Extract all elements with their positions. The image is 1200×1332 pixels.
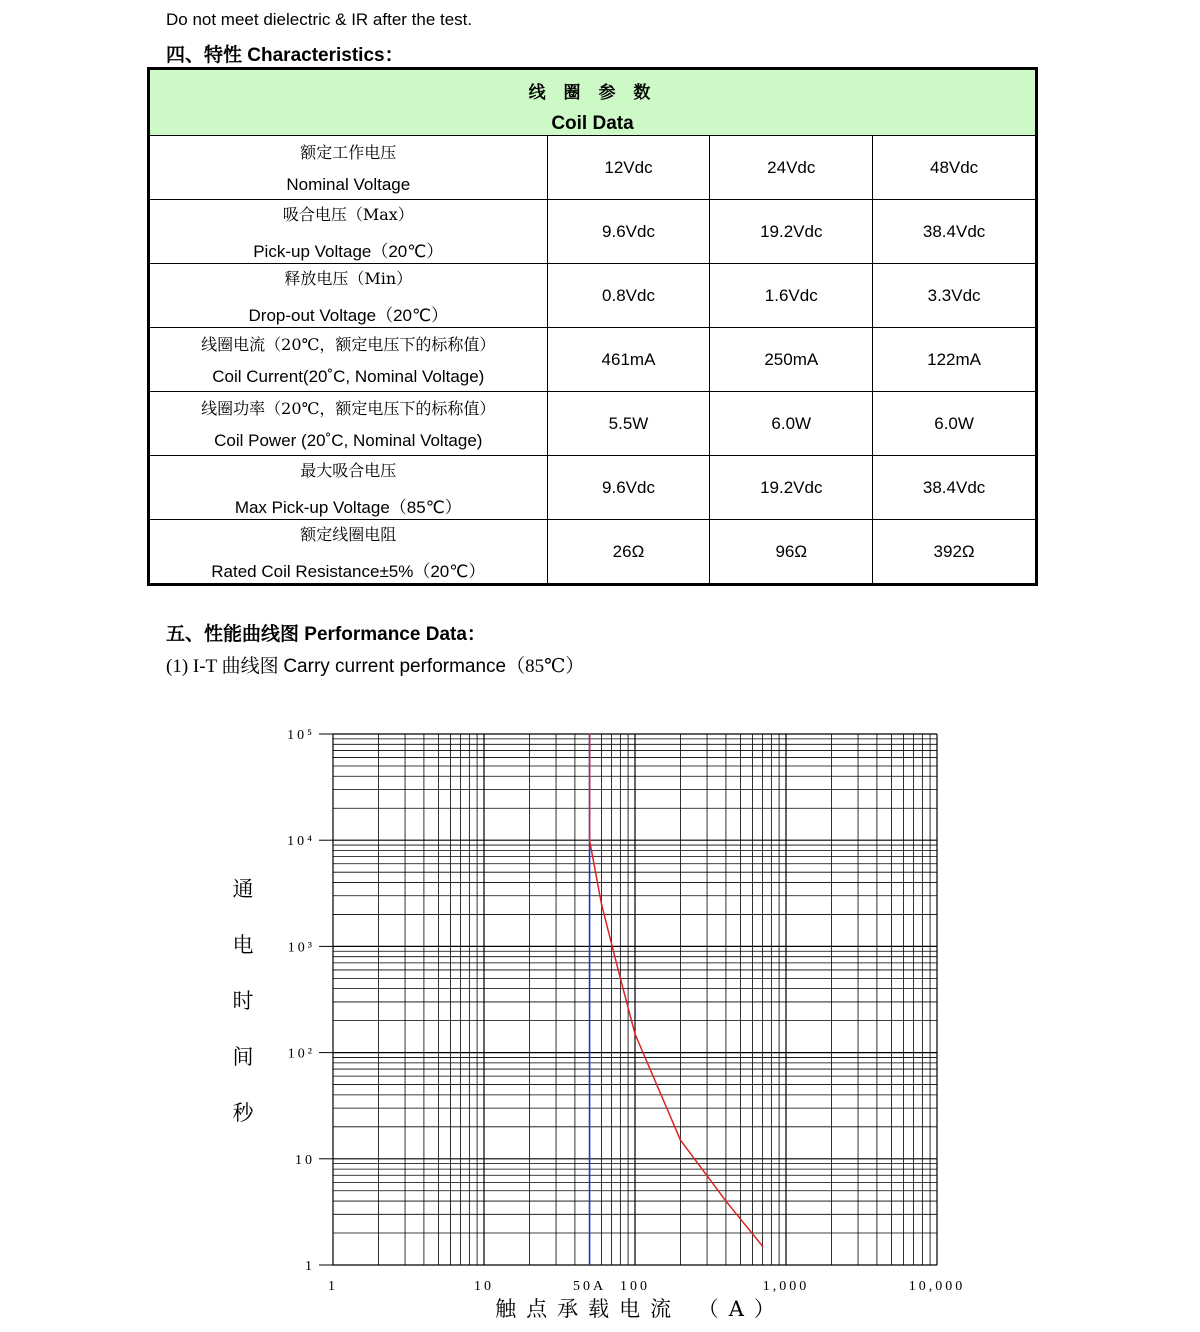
coil-table-row	[149, 456, 1037, 520]
characteristics-heading: 四、特性 Characteristics：	[166, 45, 404, 66]
coil-header-en: Coil Data	[551, 113, 634, 134]
row-value: 9.6Vdc	[547, 200, 710, 264]
x-tick-label: 10,000	[908, 1279, 966, 1294]
it-curve-chart	[0, 700, 1200, 1332]
row-label-en: Rated Coil Resistance±5%（20℃）	[211, 561, 486, 581]
row-value: 9.6Vdc	[547, 456, 710, 520]
chart-subtitle-prefix: (1) I-T 曲线图	[166, 656, 279, 677]
row-label-cn: 额定线圈电阻	[300, 524, 397, 544]
coil-table-row	[149, 136, 1037, 200]
y-tick-label: 1	[305, 1259, 315, 1274]
y-tick-label: 10³	[287, 940, 315, 956]
y-tick-label: 10	[295, 1152, 315, 1168]
x-tick-label: 1	[328, 1279, 338, 1294]
row-label-en: Coil Current(20˚C, Nominal Voltage)	[212, 367, 485, 386]
row-label-cn: 额定工作电压	[300, 143, 397, 162]
row-value: 26Ω	[547, 520, 710, 585]
test-note: Do not meet dielectric & IR after the test.	[166, 10, 473, 29]
series-point	[680, 1139, 682, 1141]
row-value: 250mA	[710, 328, 873, 392]
chart-subtitle	[166, 651, 584, 678]
coil-table-row	[149, 200, 1037, 264]
y-axis-label-char: 通	[232, 877, 254, 901]
row-label	[149, 520, 548, 585]
row-label-cn: 释放电压（Min）	[284, 268, 413, 288]
coil-table-row	[149, 392, 1037, 456]
row-label-cn: 线圈功率（20℃，额定电压下的标称值）	[201, 399, 496, 418]
y-axis-label-char: 间	[232, 1045, 254, 1069]
y-axis-label-char: 秒	[232, 1101, 254, 1125]
row-label	[149, 456, 548, 520]
row-value: 392Ω	[873, 520, 1037, 585]
x-axis-label: 触点承载电流 （A）	[495, 1297, 785, 1321]
series-point	[589, 839, 591, 841]
row-value: 24Vdc	[710, 136, 873, 200]
coil-table-row	[149, 520, 1037, 585]
series-point	[725, 1200, 727, 1202]
row-label-cn: 线圈电流（20℃，额定电压下的标称值）	[201, 335, 496, 354]
y-tick-label: 10²	[287, 1046, 315, 1062]
chart-grid	[333, 734, 937, 1265]
series-point	[634, 1033, 636, 1035]
row-value: 6.0W	[710, 392, 873, 456]
x-tick-label: 1,000	[762, 1279, 810, 1294]
row-value: 6.0W	[873, 392, 1037, 456]
row-label-cn: 吸合电压（Max）	[282, 204, 414, 224]
y-axis-label	[233, 877, 255, 1125]
row-value: 5.5W	[547, 392, 710, 456]
coil-table-header-cell	[149, 69, 1037, 136]
coil-header-cn: 线 圈 参 数	[528, 83, 657, 103]
coil-table-row	[149, 264, 1037, 328]
row-label	[149, 392, 548, 456]
coil-table-header	[149, 69, 1037, 136]
row-label	[149, 328, 548, 392]
row-value: 3.3Vdc	[873, 264, 1037, 328]
performance-heading: 五、性能曲线图 Performance Data：	[166, 624, 486, 645]
row-label	[149, 264, 548, 328]
chart-subtitle-en: Carry current performance	[283, 656, 507, 677]
x-axis-ticks	[328, 1279, 965, 1294]
series-point	[601, 903, 603, 905]
row-label-en: Coil Power (20˚C, Nominal Voltage)	[214, 431, 483, 450]
coil-data-table	[147, 67, 1038, 586]
row-label	[149, 136, 548, 200]
row-value: 96Ω	[710, 520, 873, 585]
row-value: 12Vdc	[547, 136, 710, 200]
series-point	[620, 978, 622, 980]
y-axis-label-char: 电	[232, 933, 254, 957]
row-value: 461mA	[547, 328, 710, 392]
row-value: 19.2Vdc	[710, 456, 873, 520]
row-label-en: Pick-up Voltage（20℃）	[253, 241, 444, 261]
y-tick-label: 10⁵	[287, 728, 315, 743]
y-axis-label-char: 时	[232, 989, 254, 1013]
row-value: 38.4Vdc	[873, 200, 1037, 264]
series-point	[762, 1245, 764, 1247]
row-value: 1.6Vdc	[710, 264, 873, 328]
y-axis-ticks	[287, 728, 333, 1274]
chart-subtitle-suffix: （85℃）	[506, 656, 585, 677]
x-tick-label: 50A	[572, 1279, 607, 1294]
x-tick-label: 100	[620, 1279, 650, 1294]
row-label-en: Max Pick-up Voltage（85℃）	[234, 497, 462, 517]
series-point	[589, 733, 591, 735]
row-label-cn: 最大吸合电压	[300, 460, 397, 480]
row-value: 0.8Vdc	[547, 264, 710, 328]
y-tick-label: 10⁴	[287, 834, 315, 850]
row-value: 19.2Vdc	[710, 200, 873, 264]
row-label-en: Nominal Voltage	[286, 175, 411, 194]
row-label	[149, 200, 548, 264]
x-tick-label: 10	[474, 1279, 494, 1294]
row-value: 38.4Vdc	[873, 456, 1037, 520]
row-value: 122mA	[873, 328, 1037, 392]
coil-table-row	[149, 328, 1037, 392]
row-label-en: Drop-out Voltage（20℃）	[248, 305, 449, 325]
row-value: 48Vdc	[873, 136, 1037, 200]
chart-plot	[589, 733, 764, 1265]
